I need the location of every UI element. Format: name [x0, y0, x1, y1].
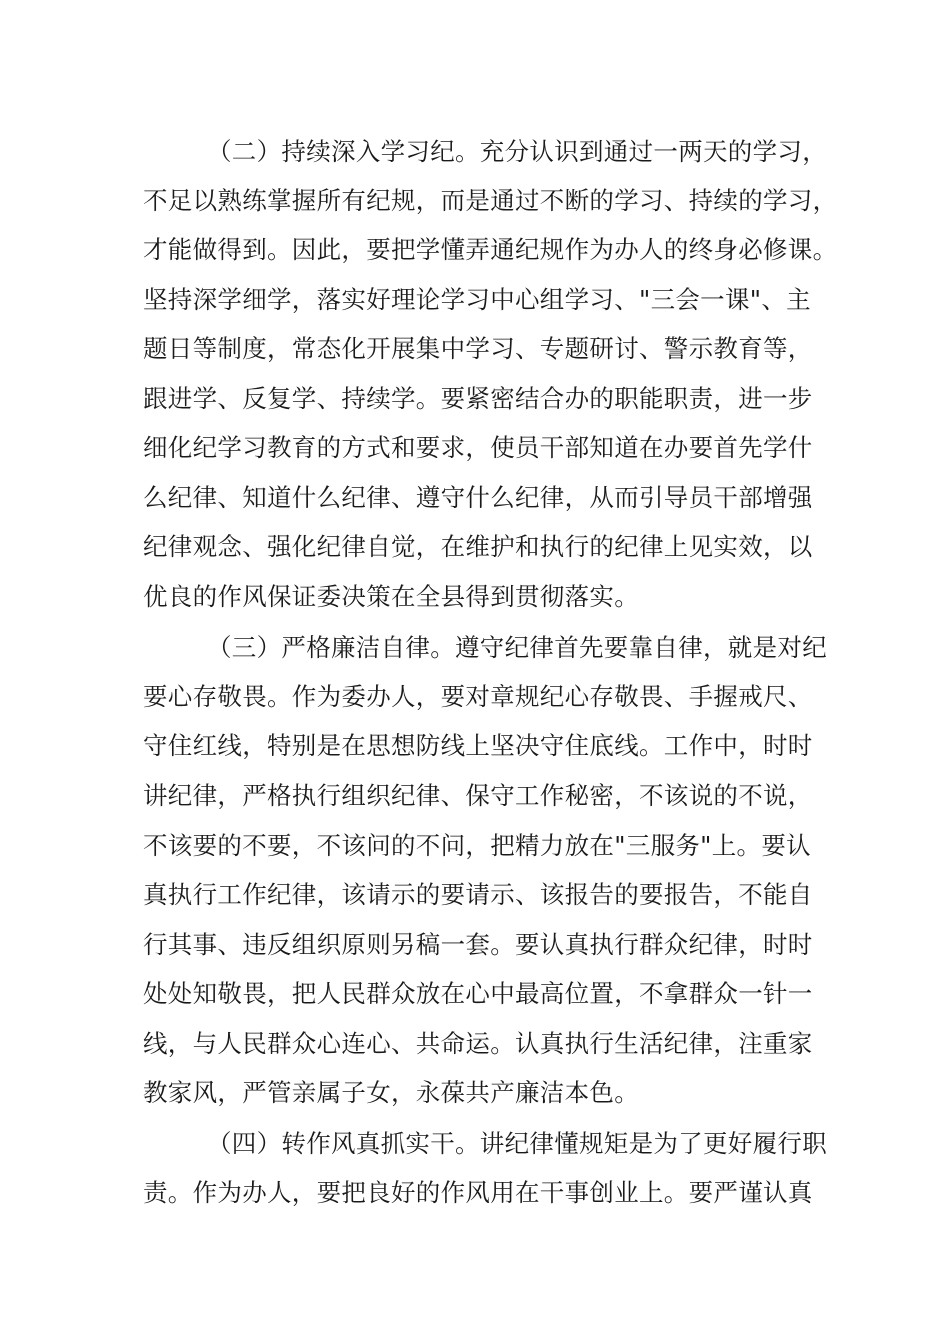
text-line: 细化纪学习教育的方式和要求，使员干部知道在办要首先学什 [143, 433, 813, 462]
text-line: 不该要的不要，不该问的不问，把精力放在"三服务"上。要认 [143, 831, 811, 860]
text-line: 题日等制度，常态化开展集中学习、专题研讨、警示教育等， [143, 334, 813, 363]
text-line: 行其事、违反组织原则另稿一套。要认真执行群众纪律，时时 [143, 930, 813, 959]
text-line: 责。作为办人，要把良好的作风用在干事创业上。要严谨认真 [143, 1178, 813, 1207]
text-line: 教家风，严管亲属子女，永葆共产廉洁本色。 [143, 1078, 639, 1107]
text-line: 纪律观念、强化纪律自觉，在维护和执行的纪律上见实效，以 [143, 532, 813, 561]
text-line: 不足以熟练掌握所有纪规，而是通过不断的学习、持续的学习， [143, 186, 838, 215]
text-line: 真执行工作纪律，该请示的要请示、该报告的要报告，不能自 [143, 880, 813, 909]
text-line: 优良的作风保证委决策在全县得到贯彻落实。 [143, 582, 639, 611]
text-line: （二）持续深入学习纪。充分认识到通过一两天的学习， [207, 137, 827, 166]
text-line: 跟进学、反复学、持续学。要紧密结合办的职能职责，进一步 [143, 384, 813, 413]
text-line: 线，与人民群众心连心、共命运。认真执行生活纪律，注重家 [143, 1029, 813, 1058]
text-line: 么纪律、知道什么纪律、遵守什么纪律，从而引导员干部增强 [143, 483, 813, 512]
text-line: 守住红线，特别是在思想防线上坚决守住底线。工作中，时时 [143, 731, 813, 760]
text-line: 处处知敬畏，把人民群众放在心中最高位置，不拿群众一针一 [143, 979, 813, 1008]
text-line: （三）严格廉洁自律。遵守纪律首先要靠自律，就是对纪 [207, 633, 827, 662]
text-line: 坚持深学细学，落实好理论学习中心组学习、"三会一课"、主 [143, 285, 811, 314]
text-line: 要心存敬畏。作为委办人，要对章规纪心存敬畏、手握戒尺、 [143, 682, 813, 711]
text-line: （四）转作风真抓实干。讲纪律懂规矩是为了更好履行职 [207, 1129, 827, 1158]
text-line: 讲纪律，严格执行组织纪律、保守工作秘密，不该说的不说， [143, 781, 813, 810]
text-line: 才能做得到。因此，要把学懂弄通纪规作为办人的终身必修课。 [143, 235, 838, 264]
